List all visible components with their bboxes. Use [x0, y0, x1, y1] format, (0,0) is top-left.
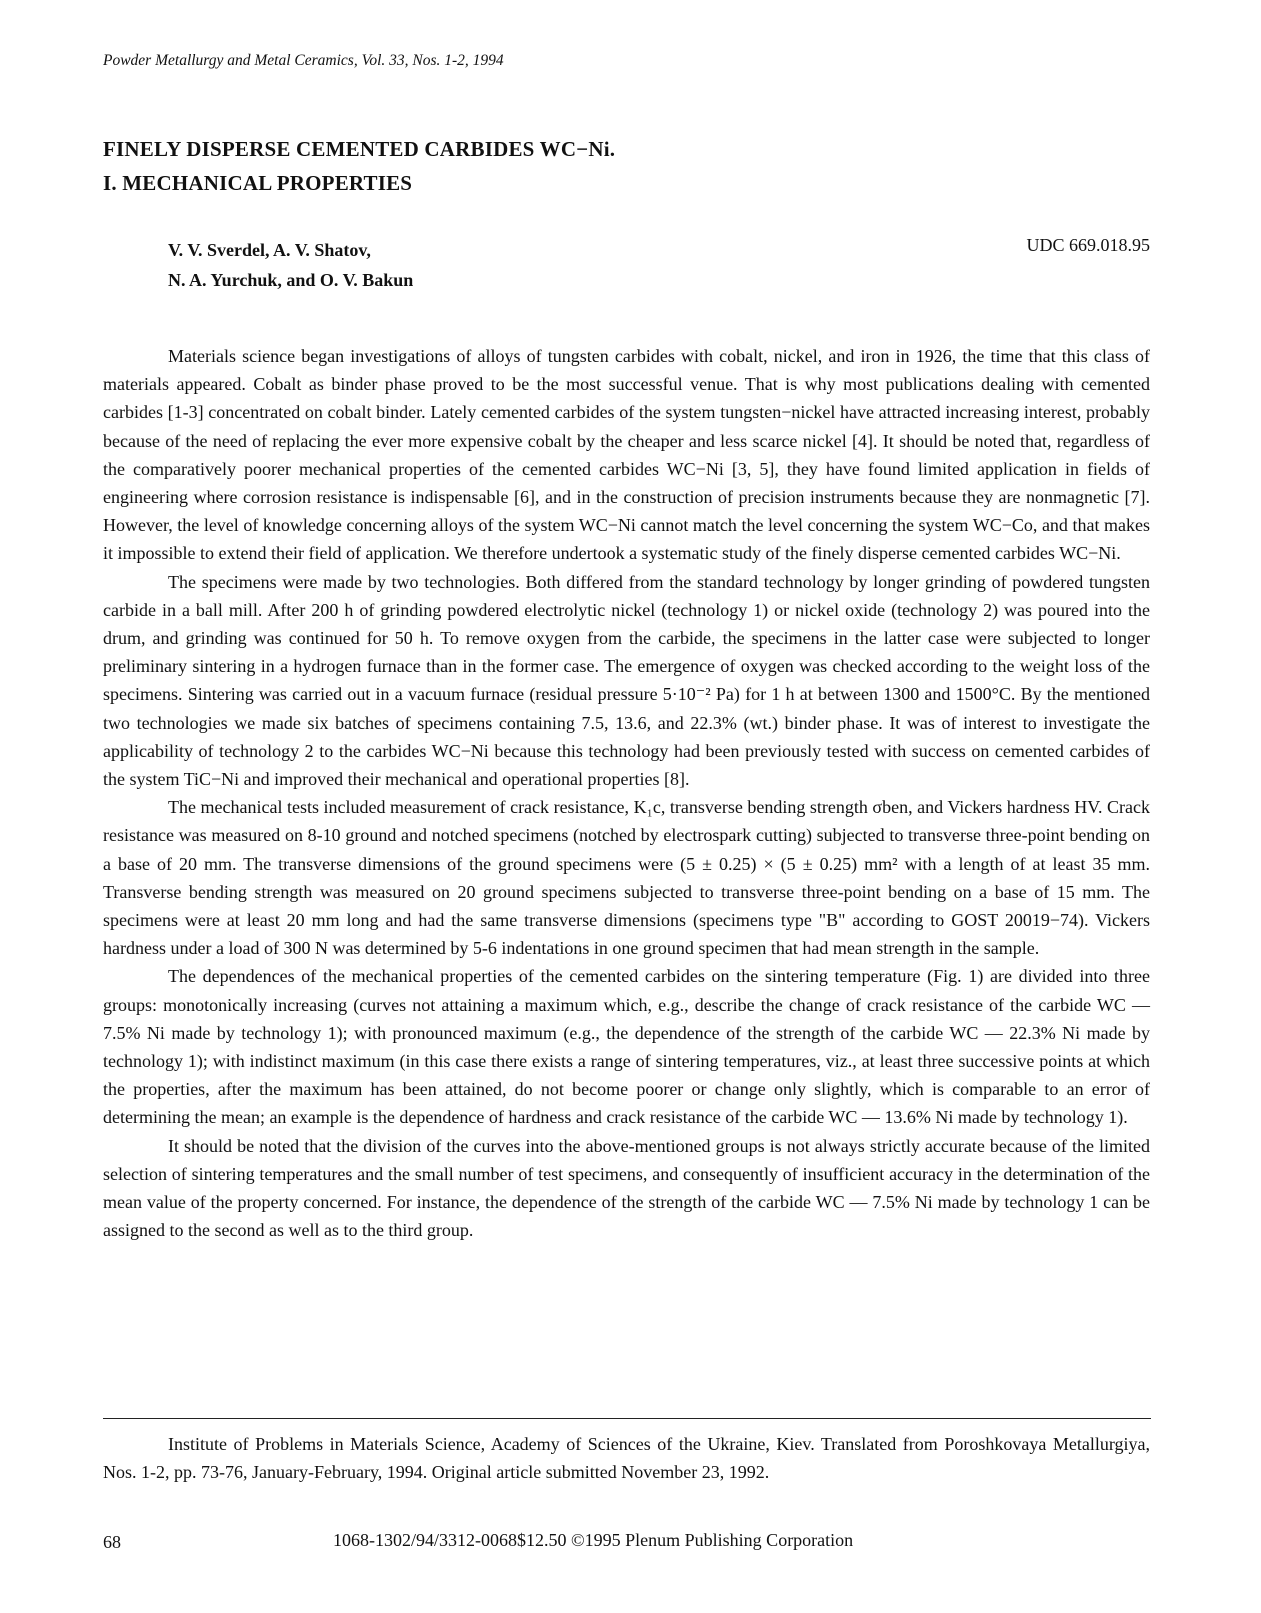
paragraph-2: The specimens were made by two technologies. Both differed from the standard technology by longer grinding of powdered tungsten carbide in a ball mill. After 200 h of grinding powdered electrolytic nickel (technology 1) or nickel oxide (technology 2) was poured into the drum, and grinding was continued for 50 h. To remove oxygen from the carbide, the specimens in the latter case were subjected to longer preliminary sintering in a hydrogen furnace than in the former case. The emergence of oxygen was checked according to the weight loss of the specimens. Sintering was carried out in a vacuum furnace (residual pressure 5·10⁻² Pa) for 1 h at between 1300 and 1500°C. By the mentioned two technologies we made six batches of specimens containing 7.5, 13.6, and 22.3% (wt.) binder phase. It was of interest to investigate the applicability of technology 2 to the carbides WC−Ni because this technology had been previously tested with success on cemented carbides of the system TiC−Ni and improved their mechanical and operational properties [8]. [103, 571, 1150, 790]
copyright-line: 1068-1302/94/3312-0068$12.50 ©1995 Plenum Publishing Corporation [333, 1530, 854, 1550]
title-line-2: I. MECHANICAL PROPERTIES [103, 171, 413, 195]
affiliation-footnote: Institute of Problems in Materials Science, Academy of Sciences of the Ukraine, Kiev. Translated from Poroshkovaya Metallurgiya, Nos. 1-2, pp. 73-76, January-February, 1994. Original article submitted November 23, 1992. [103, 1434, 1150, 1482]
footnote-divider [103, 1418, 1151, 1419]
title-line-1: FINELY DISPERSE CEMENTED CARBIDES WC−Ni. [103, 137, 616, 161]
paragraph-1: Materials science began investigations of alloys of tungsten carbides with cobalt, nickel, and iron in 1926, the time that this class of materials appeared. Cobalt as binder phase proved to be the most successful venue. That is why most publications dealing with cemented carbides [1-3] concentrated on cobalt binder. Lately cemented carbides of the system tungsten−nickel have attracted increasing interest, probably because of the need of replacing the ever more expensive cobalt by the cheaper and less scarce nickel [4]. It should be noted that, regardless of the comparatively poorer mechanical properties of the cemented carbides WC−Ni [3, 5], they have found limited application in fields of engineering where corrosion resistance is indispensable [6], and in the construction of precision instruments because they are nonmagnetic [7]. However, the level of knowledge concerning alloys of the system WC−Ni cannot match the level concerning the system WC−Co, and that makes it impossible to extend their field of application. We therefore undertook a systematic study of the finely disperse cemented carbides WC−Ni. [103, 346, 1150, 564]
page-number: 68 [103, 1532, 121, 1552]
journal-header: Powder Metallurgy and Metal Ceramics, Vol. 33, Nos. 1-2, 1994 [103, 52, 504, 69]
authors-line-1: V. V. Sverdel, A. V. Shatov, [168, 240, 371, 260]
paragraph-4: The dependences of the mechanical properties of the cemented carbides on the sintering temperature (Fig. 1) are divided into three groups: monotonically increasing (curves not attaining a maximum which, e.g., describe the change of crack resistance of the carbide WC — 7.5% Ni made by technology 1); with pronounced maximum (e.g., the dependence of the strength of the carbide WC — 22.3% Ni made by technology 1); with indistinct maximum (in this case there exists a range of sintering temperatures, viz., at least three successive points at which the properties, after the maximum has been attained, do not become poorer or change only slightly, which is comparable to an error of determining the mean; an example is the dependence of hardness and crack resistance of the carbide WC — 13.6% Ni made by technology 1). [103, 966, 1150, 1128]
udc-code: UDC 669.018.95 [1026, 235, 1150, 255]
article-body [103, 342, 1150, 1245]
paragraph-5: It should be noted that the division of the curves into the above-mentioned groups is not always strictly accurate because of the limited selection of sintering temperatures and the small number of test specimens, and consequently of insufficient accuracy in the determination of the mean value of the property concerned. For instance, the dependence of the strength of the carbide WC — 7.5% Ni made by technology 1 can be assigned to the second as well as to the third group. [103, 1135, 1150, 1241]
paragraph-3: The mechanical tests included measurement of crack resistance, K₁c, transverse bending strength σben, and Vickers hardness HV. Crack resistance was measured on 8-10 ground and notched specimens (notched by electrospark cutting) subjected to transverse three-point bending on a base of 20 mm. The transverse dimensions of the ground specimens were (5 ± 0.25) × (5 ± 0.25) mm² with a length of at least 35 mm. Transverse bending strength was measured on 20 ground specimens subjected to transverse three-point bending on a base of 15 mm. The specimens were at least 20 mm long and had the same transverse dimensions (specimens type "B" according to GOST 20019−74). Vickers hardness under a load of 300 N was determined by 5-6 indentations in one ground specimen that had mean strength in the sample. [103, 797, 1150, 959]
author-list [168, 235, 413, 295]
article-title [103, 132, 615, 200]
authors-line-2: N. A. Yurchuk, and O. V. Bakun [168, 270, 414, 290]
